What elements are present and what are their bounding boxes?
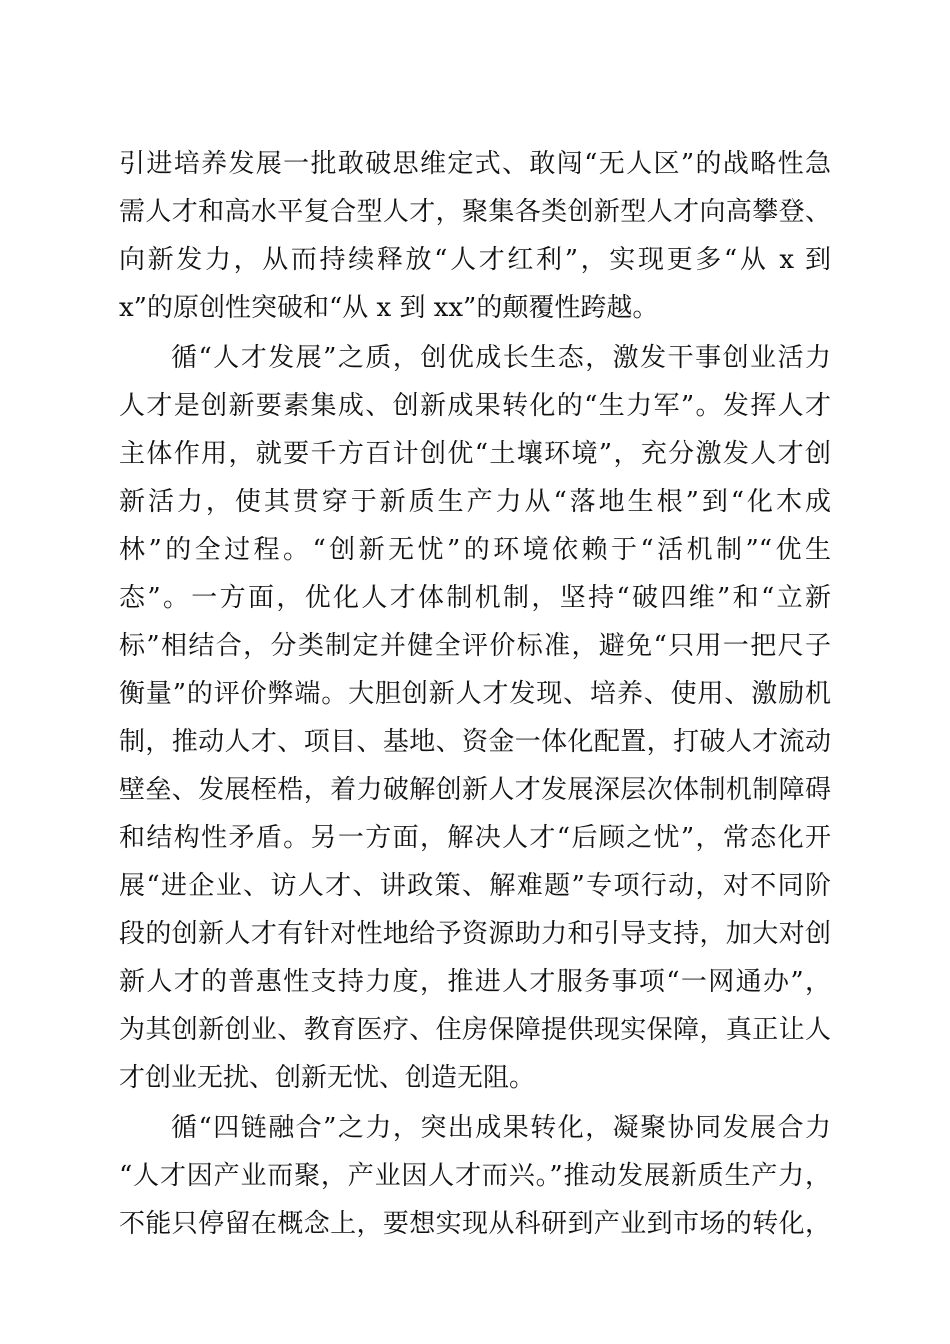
text-line: 向新发力，从而持续释放“人才红利”，实现更多“从 x 到 <box>119 245 831 275</box>
text-line: 段的创新人才有针对性地给予资源助力和引导支持，加大对创 <box>119 919 831 949</box>
paragraph-talent-introduction <box>119 140 831 332</box>
text-line: 展“进企业、访人才、讲政策、解难题”专项行动，对不同阶 <box>119 871 831 901</box>
text-line: 才创业无扰、创新无忧、创造无阻。 <box>119 1063 536 1093</box>
text-line: 制，推动人才、项目、基地、资金一体化配置，打破人才流动 <box>119 727 831 757</box>
text-line: 壁垒、发展桎梏，着力破解创新人才发展深层次体制机制障碍 <box>119 775 831 805</box>
document-body <box>119 140 831 1248</box>
text-line: 需人才和高水平复合型人才，聚集各类创新型人才向高攀登、 <box>119 197 831 227</box>
text-line: 标”相结合，分类制定并健全评价标准，避免“只用一把尺子 <box>119 631 831 661</box>
text-line: x”的原创性突破和“从 x 到 xx”的颠覆性跨越。 <box>119 293 659 323</box>
paragraph-heading-line: 循“四链融合”之力，突出成果转化，凝聚协同发展合力 <box>171 1113 831 1143</box>
text-line: 引进培养发展一批敢破思维定式、敢闯“无人区”的战略性急 <box>119 149 831 179</box>
paragraph-four-chain-integration <box>119 1104 831 1248</box>
text-line: 衡量”的评价弊端。大胆创新人才发现、培养、使用、激励机 <box>119 679 831 709</box>
text-line: 主体作用，就要千方百计创优“土壤环境”，充分激发人才创 <box>119 439 831 469</box>
text-line: “人才因产业而聚，产业因人才而兴。”推动发展新质生产力， <box>119 1161 831 1191</box>
text-line: 态”。一方面，优化人才体制机制，坚持“破四维”和“立新 <box>119 583 831 613</box>
text-line: 人才是创新要素集成、创新成果转化的“生力军”。发挥人才 <box>119 391 831 421</box>
text-line: 和结构性矛盾。另一方面，解决人才“后顾之忧”，常态化开 <box>119 823 831 853</box>
text-line: 林”的全过程。“创新无忧”的环境依赖于“活机制”“优生 <box>119 535 831 565</box>
paragraph-heading-line: 循“人才发展”之质，创优成长生态，激发干事创业活力 <box>171 343 831 373</box>
text-line: 新活力，使其贯穿于新质生产力从“落地生根”到“化木成 <box>119 487 831 517</box>
paragraph-talent-development <box>119 334 831 1102</box>
text-line: 为其创新创业、教育医疗、住房保障提供现实保障，真正让人 <box>119 1015 831 1045</box>
text-line: 新人才的普惠性支持力度，推进人才服务事项“一网通办”， <box>119 967 831 997</box>
text-line: 不能只停留在概念上，要想实现从科研到产业到市场的转化， <box>119 1209 831 1239</box>
